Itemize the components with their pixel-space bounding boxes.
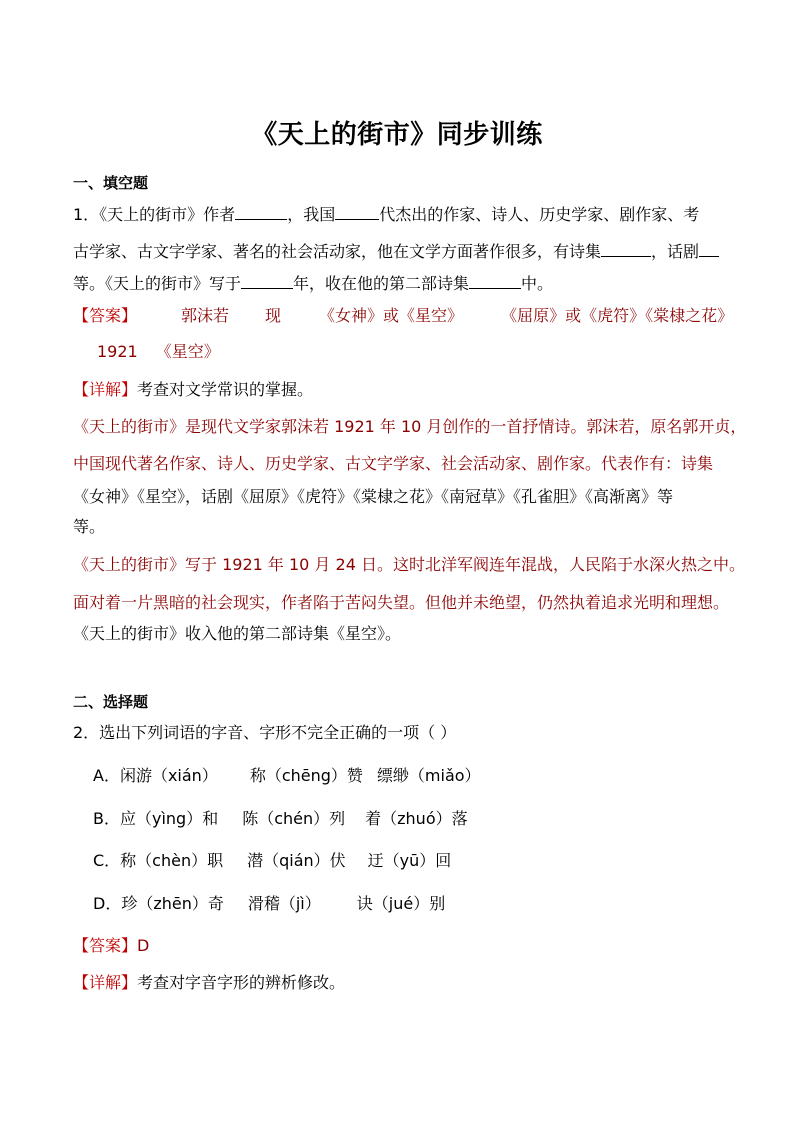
option-d-part: 诀（jué）别 bbox=[356, 894, 446, 913]
answer-2-value: D bbox=[137, 936, 150, 955]
option-a-part: A．闲游（xián） bbox=[93, 766, 218, 785]
detail-1-text: 考查对文学常识的掌握。 bbox=[137, 380, 314, 399]
answer-1-item: 《女神》或《星空》 bbox=[319, 306, 464, 325]
page-title: 《天上的街市》同步训练 bbox=[251, 120, 543, 150]
answer-1-row-1 bbox=[73, 305, 733, 327]
blank-collection bbox=[469, 272, 521, 289]
detail-1-paragraph-line: 面对着一片黑暗的社会现实，作者陷于苦闷失望。但他并未绝望，仍然执着追求光明和理想。 bbox=[73, 593, 730, 612]
question-2: 2．选出下列词语的字音、字形不完全正确的一项（ ） bbox=[73, 723, 457, 742]
answer-1-row-2 bbox=[97, 341, 220, 363]
answer-label: 【答案】 bbox=[73, 936, 138, 955]
option-c-part: C．称（chèn）职 bbox=[93, 851, 224, 870]
detail-1-intro bbox=[73, 379, 313, 401]
q1-text-e: ，话剧 bbox=[651, 242, 700, 261]
answer-1-item: 郭沫若 bbox=[181, 306, 230, 325]
option-a bbox=[93, 765, 481, 787]
option-c-part: 迂（yū）回 bbox=[367, 851, 452, 870]
detail-2 bbox=[73, 972, 345, 994]
q1-text-b: ，我国 bbox=[287, 205, 336, 224]
option-b bbox=[93, 808, 468, 830]
detail-1-paragraph-line: 《女神》《星空》，话剧《屈原》《虎符》《棠棣之花》《南冠草》《孔雀胆》《高渐离》等 bbox=[73, 487, 674, 506]
option-a-part: 缥缈（miǎo） bbox=[376, 766, 481, 785]
option-b-part: B．应（yìng）和 bbox=[93, 809, 219, 828]
detail-1-paragraph-line: 《天上的街市》是现代文学家郭沫若 1921 年 10 月创作的一首抒情诗。郭沫若，原名郭开贞， bbox=[73, 417, 747, 436]
answer-1-item: 1921 bbox=[97, 342, 138, 361]
detail-label: 【详解】 bbox=[73, 380, 138, 399]
answer-1-item: 《屈原》或《虎符》《棠棣之花》 bbox=[501, 306, 734, 325]
blank-drama bbox=[699, 240, 719, 257]
option-d-part: 滑稽（jì） bbox=[247, 894, 321, 913]
q1-text-h: 中。 bbox=[521, 274, 554, 293]
section-heading-fill-blank: 一、填空题 bbox=[73, 174, 149, 192]
blank-poetry bbox=[601, 240, 651, 257]
section-heading-choice: 二、选择题 bbox=[73, 693, 149, 711]
option-a-part: 称（chēng）赞 bbox=[249, 766, 363, 785]
q1-text-f: 等。《天上的街市》写于 bbox=[73, 274, 242, 293]
detail-1-paragraph-line: 《天上的街市》写于 1921 年 10 月 24 日。这时北洋军阀连年混战，人民陷于水深火热之中。 bbox=[73, 555, 745, 574]
q1-text-g: 年，收在他的第二部诗集 bbox=[293, 274, 470, 293]
blank-era bbox=[335, 203, 379, 220]
detail-1-paragraph-line: 中国现代著名作家、诗人、历史学家、古文字学家、社会活动家、剧作家。代表作有：诗集 bbox=[73, 454, 714, 473]
q1-text-c: 代杰出的作家、诗人、历史学家、剧作家、考 bbox=[379, 205, 700, 224]
answer-2 bbox=[73, 935, 149, 957]
option-d bbox=[93, 893, 445, 915]
option-c bbox=[93, 850, 451, 872]
detail-2-text: 考查对字音字形的辨析修改。 bbox=[137, 973, 346, 992]
answer-1-item: 《星空》 bbox=[155, 342, 220, 361]
question-1-line-1 bbox=[73, 203, 699, 226]
option-b-part: 着（zhuó）落 bbox=[365, 809, 468, 828]
detail-1-paragraph-line: 《天上的街市》收入他的第二部诗集《星空》。 bbox=[73, 624, 402, 643]
blank-year bbox=[241, 272, 293, 289]
option-d-part: D．珍（zhēn）奇 bbox=[93, 894, 224, 913]
answer-label: 【答案】 bbox=[73, 306, 138, 325]
q1-text-a: 1．《天上的街市》作者 bbox=[73, 205, 236, 224]
option-c-part: 潜（qián）伏 bbox=[247, 851, 346, 870]
detail-1-paragraph-line: 等。 bbox=[73, 517, 106, 536]
detail-label: 【详解】 bbox=[73, 973, 138, 992]
q1-text-d: 古学家、古文字学家、著名的社会活动家，他在文学方面著作很多，有诗集 bbox=[73, 242, 602, 261]
answer-1-item: 现 bbox=[265, 306, 282, 325]
option-b-part: 陈（chén）列 bbox=[242, 809, 346, 828]
blank-author bbox=[235, 203, 287, 220]
question-1-line-2 bbox=[73, 240, 719, 263]
question-1-line-3 bbox=[73, 272, 553, 295]
